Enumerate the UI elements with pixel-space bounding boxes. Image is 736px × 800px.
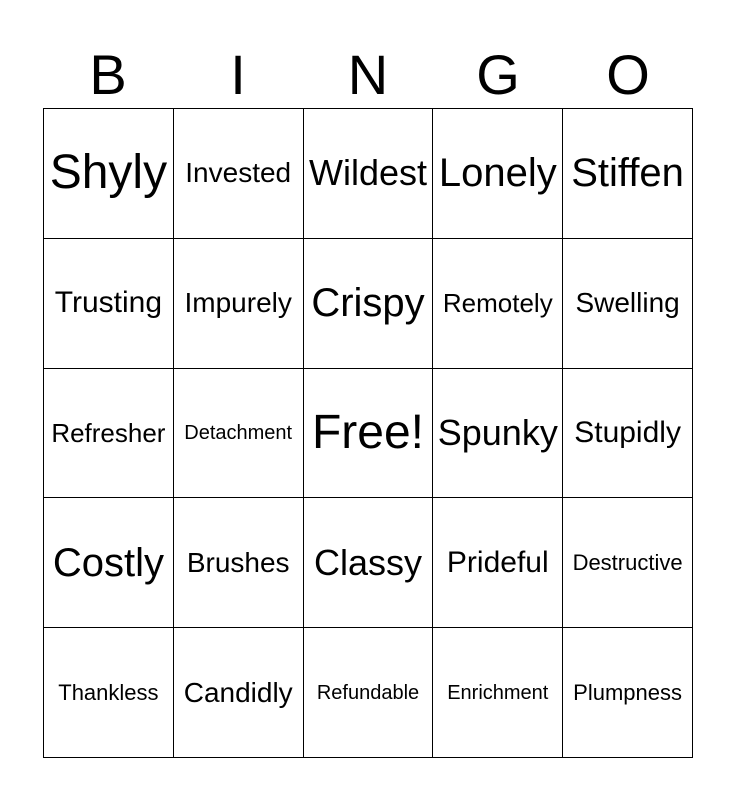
bingo-cell[interactable]: Costly — [44, 498, 174, 628]
bingo-cell[interactable]: Candidly — [174, 628, 304, 758]
bingo-cell[interactable]: Enrichment — [433, 628, 563, 758]
bingo-cell[interactable]: Classy — [304, 498, 434, 628]
bingo-cell[interactable]: Shyly — [44, 109, 174, 239]
bingo-cell[interactable]: Refresher — [44, 369, 174, 499]
bingo-cell[interactable]: Lonely — [433, 109, 563, 239]
bingo-cell[interactable]: Plumpness — [563, 628, 693, 758]
bingo-cell[interactable]: Impurely — [174, 239, 304, 369]
bingo-cell[interactable]: Brushes — [174, 498, 304, 628]
header-letter-i: I — [230, 43, 246, 106]
bingo-cell[interactable]: Trusting — [44, 239, 174, 369]
bingo-cell[interactable]: Crispy — [304, 239, 434, 369]
bingo-cell[interactable]: Wildest — [304, 109, 434, 239]
header-letter-n: N — [347, 43, 389, 106]
bingo-cell[interactable]: Swelling — [563, 239, 693, 369]
bingo-cell[interactable]: Detachment — [174, 369, 304, 499]
bingo-cell[interactable]: Prideful — [433, 498, 563, 628]
bingo-cell[interactable]: Remotely — [433, 239, 563, 369]
bingo-cell[interactable]: Spunky — [433, 369, 563, 499]
bingo-cell[interactable]: Stupidly — [563, 369, 693, 499]
bingo-cell[interactable]: Refundable — [304, 628, 434, 758]
bingo-header — [43, 40, 693, 110]
bingo-cell[interactable]: Invested — [174, 109, 304, 239]
bingo-cell[interactable]: Destructive — [563, 498, 693, 628]
header-letter-g: G — [476, 43, 520, 106]
bingo-cell[interactable]: Thankless — [44, 628, 174, 758]
bingo-cell-free-space[interactable]: Free! — [304, 369, 434, 499]
header-letter-b: B — [89, 43, 127, 106]
bingo-cell[interactable]: Stiffen — [563, 109, 693, 239]
header-letter-o: O — [606, 43, 650, 106]
bingo-card-grid — [43, 108, 693, 758]
